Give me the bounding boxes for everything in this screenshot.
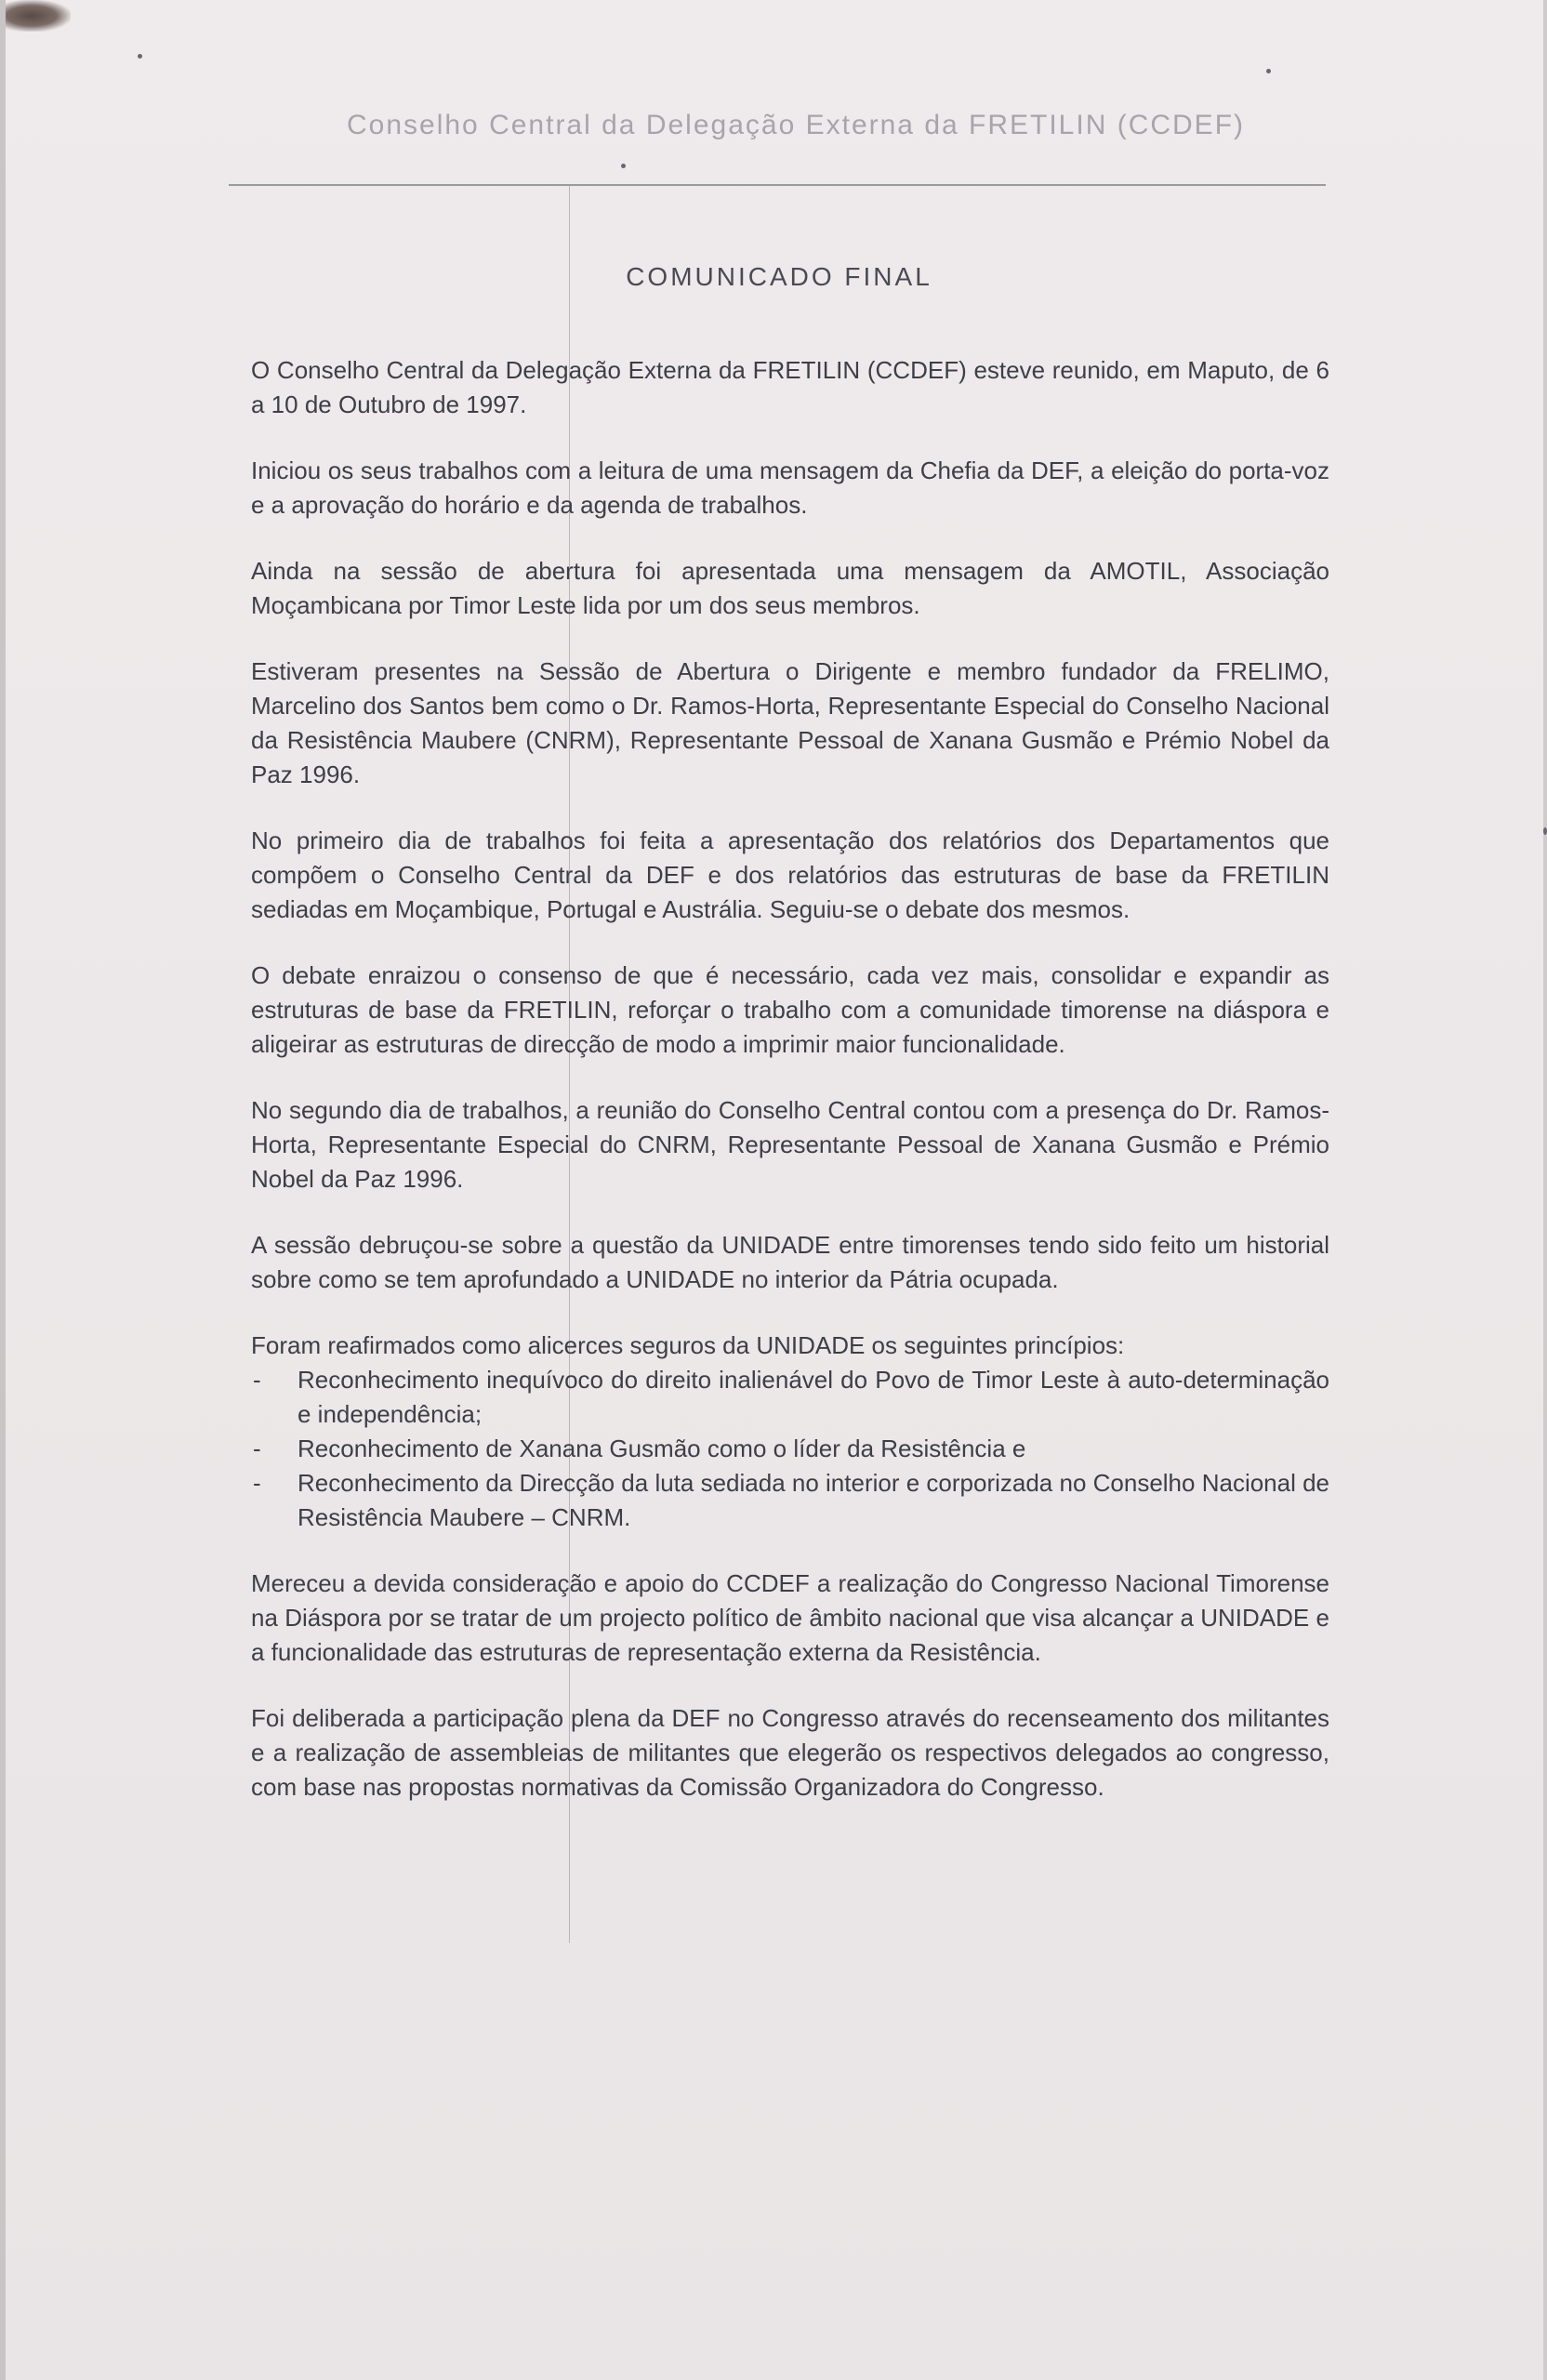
paragraph: Ainda na sessão de abertura foi apresentada uma mensagem da AMOTIL, Associação Moçambicana por Timor Leste lida por um dos seus membros. [251, 557, 1329, 619]
document-body [251, 353, 1329, 1836]
paragraph: No primeiro dia de trabalhos foi feita a apresentação dos relatórios dos Departamentos que compõem o Conselho Central da DEF e dos relatórios das estruturas de base da FRETILIN sediadas em Moçambique, Portugal e Austrália. Seguiu-se o debate dos mesmos. [251, 826, 1329, 923]
document-title: COMUNICADO FINAL [626, 262, 932, 291]
paragraph: Mereceu a devida consideração e apoio do CCDEF a realização do Congresso Nacional Timorense na Diáspora por se tratar de um projecto político de âmbito nacional que visa alcançar a UNIDADE e a funcionalidade das estruturas de representação externa da Resistência. [251, 1569, 1329, 1666]
paragraph: Foram reafirmados como alicerces seguros da UNIDADE os seguintes princípios: [251, 1331, 1125, 1359]
ink-stain [6, 0, 71, 32]
principle-item: - Reconhecimento de Xanana Gusmão como o líder da Resistência e [251, 1432, 1329, 1466]
speck [1543, 827, 1547, 835]
paragraph: A sessão debruçou-se sobre a questão da UNIDADE entre timorenses tendo sido feito um historial sobre como se tem aprofundado a UNIDADE no interior da Pátria ocupada. [251, 1231, 1329, 1293]
paragraph: O debate enraizou o consenso de que é necessário, cada vez mais, consolidar e expandir as estruturas de base da FRETILIN, reforçar o trabalho com a comunidade timorense na diáspora e aligeirar as estruturas de direcção de modo a imprimir maior funcionalidade. [251, 961, 1329, 1058]
principle-item: - Reconhecimento inequívoco do direito inalienável do Povo de Timor Leste à auto-determinação e independência; [251, 1363, 1329, 1432]
speck [621, 164, 626, 168]
speck [138, 54, 142, 59]
paragraph: No segundo dia de trabalhos, a reunião do Conselho Central contou com a presença do Dr. Ramos-Horta, Representante Especial do CNRM, Representante Pessoal de Xanana Gusmão e Prémio Nobel da Paz 1996. [251, 1096, 1329, 1193]
letterhead-rule [229, 184, 1326, 186]
principle-item: - Reconhecimento da Direcção da luta sediada no interior e corporizada no Conselho Nacional de Resistência Maubere – CNRM. [251, 1466, 1329, 1535]
letterhead: Conselho Central da Delegação Externa da FRETILIN (CCDEF) [346, 110, 1246, 140]
paragraph: Estiveram presentes na Sessão de Abertura o Dirigente e membro fundador da FRELIMO, Marcelino dos Santos bem como o Dr. Ramos-Horta, Representante Especial do Conselho Nacional da Resistência Maubere (CNRM), Representante Pessoal de Xanana Gusmão e Prémio Nobel da Paz 1996. [251, 657, 1329, 788]
paragraph: Iniciou os seus trabalhos com a leitura de uma mensagem da Chefia da DEF, a eleição do porta-voz e a aprovação do horário e da agenda de trabalhos. [251, 456, 1329, 519]
paragraph: O Conselho Central da Delegação Externa da FRETILIN (CCDEF) esteve reunido, em Maputo, de 6 a 10 de Outubro de 1997. [251, 356, 1329, 418]
paragraph: Foi deliberada a participação plena da DEF no Congresso através do recenseamento dos militantes e a realização de assembleias de militantes que elegerão os respectivos delegados ao congresso, com base nas propostas normativas da Comissão Organizadora do Congresso. [251, 1704, 1329, 1801]
speck [1266, 69, 1271, 73]
principles-list [251, 1363, 1329, 1535]
